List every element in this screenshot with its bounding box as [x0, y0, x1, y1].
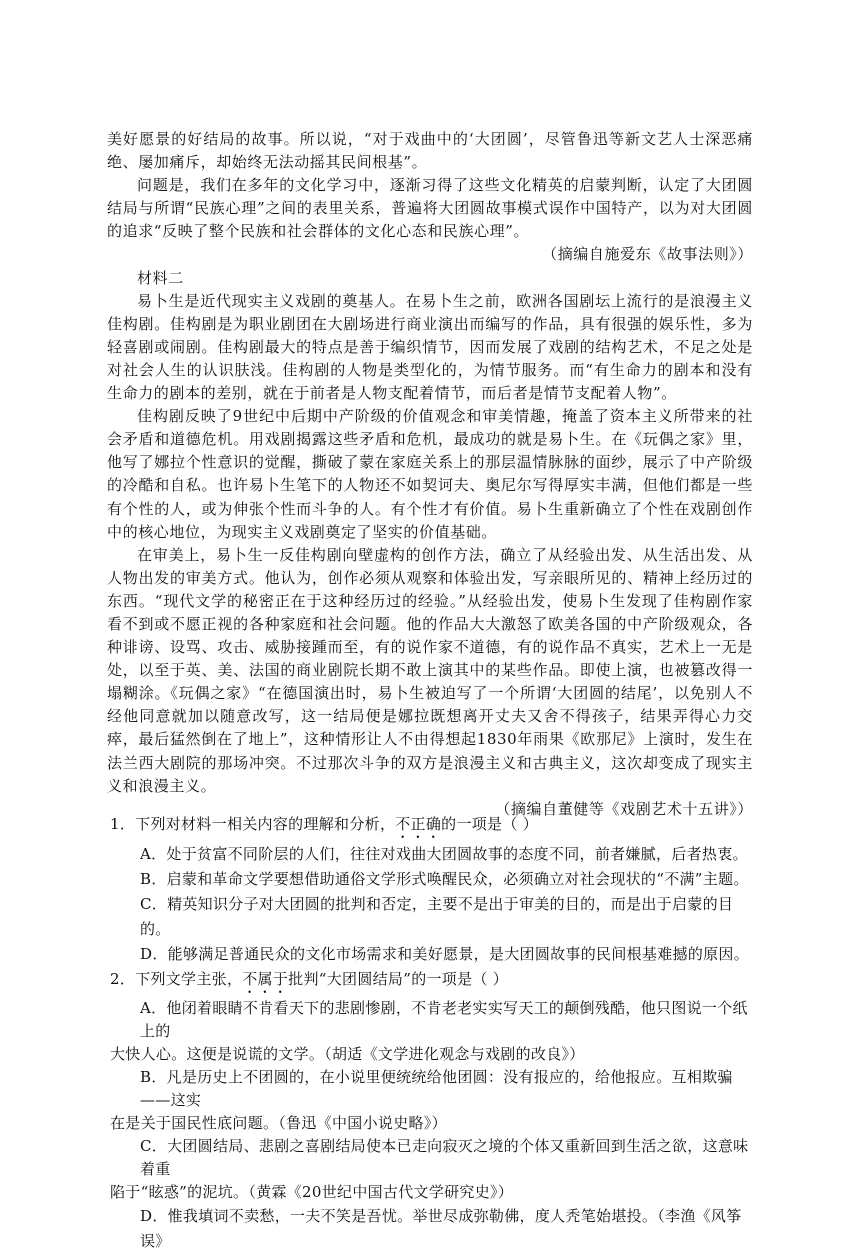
source-citation-1: （摘编自施爱东《故事法则》）: [542, 245, 753, 264]
question-2-emphasis: 不属于: [242, 970, 289, 988]
question-2-option-b-line-1: B．凡是历史上不团圆的，在小说里便统统给他团圆：没有报应的，给他报应。互相欺骗——这实: [140, 1068, 733, 1109]
source-citation-2: （摘编自董健等《戏剧艺术十五讲》）: [495, 799, 753, 818]
question-2-option-b: [110, 1066, 756, 1135]
passage-paragraph-5: 在审美上，易卜生一反佳构剧向壁虚构的创作方法，确立了从经验出发、从生活出发、从人物出发的审美方式。他认为，创作必须从观察和体验出发，写亲眼所见的、精神上经历过的东西。“现代文学的秘密正在于这种经历过的经验。”从经验出发，使易卜生发现了佳构剧作家看不到或不愿正视的各种家庭和社会问题。他的作品大大激怒了欧美各国的中产阶级观众，各种诽谤、设骂、攻击、威胁接踵而至，有的说作家不道德，有的说作品不真实，艺术上一无是处，以至于英、美、法国的商业剧院长期不敢上演其中的某些作品。即使上演，也被篡改得一塌糊涂。《玩偶之家》“在德国演出时，易卜生被迫写了一个所谓‘大团圆的结尾’，以免别人不经他同意就加以随意改写，这一结局便是娜拉既想离开丈夫又舍不得孩子，结果弄得心力交瘁，最后猛然倒在了地上”，这种情形让人不由得想起1830年雨果《欧那尼》上演时，发生在法兰西大剧院的那场冲突。不过那次斗争的双方是浪漫主义和古典主义，这次却变成了现实主义和浪漫主义。: [107, 545, 753, 795]
question-2-option-a-line-2: 大快人心。这便是说谎的文学。（胡适《文学进化观念与戏剧的改良》）: [110, 1045, 585, 1063]
question-1-stem: [110, 812, 756, 842]
questions: [110, 812, 756, 1254]
question-2-stem-end: 批判“大团圆结局”的一项是（ ）: [288, 970, 509, 988]
passage-paragraph-4: 佳构剧反映了9世纪中后期中产阶级的价值观念和审美情趣，掩盖了资本主义所带来的社会矛盾和道德危机。用戏剧揭露这些矛盾和危机，最成功的就是易卜生。在《玩偶之家》里，他写了娜拉个性意识的觉醒，撕破了蒙在家庭关系上的那层温情脉脉的面纱，展示了中产阶级的冷酷和自私。也许易卜生笔下的人物还不如契诃夫、奥尼尔写得厚实丰满，但他们都是一些有个性的人，或为伸张个性而斗争的人。有个性才有价值。易卜生重新确立了个性在戏剧创作中的核心地位，为现实主义戏剧奠定了坚实的价值基础。: [107, 407, 753, 541]
question-1-option-b: B．启蒙和革命文学要想借助通俗文学形式唤醒民众，必须确立对社会现状的“不满”主题。: [140, 870, 749, 888]
passage-paragraph-1: 美好愿景的好结局的故事。所以说，“对于戏曲中的‘大团圆’，尽管鲁迅等新文艺人士深恶痛绝、屡加痛斥，却始终无法动摇其民间根基”。: [107, 130, 753, 172]
question-1-option-d: D．能够满足普通民众的文化市场需求和美好愿景，是大团圆故事的民间根基难撼的原因。: [140, 945, 750, 963]
question-2-option-a-line-1: A．他闭着眼睛不肯看天下的悲剧惨剧，不肯老老实实写天工的颠倒残酷，他只图说一个纸上的: [140, 999, 748, 1040]
question-1-stem-text: 1．下列对材料一相关内容的理解和分析，: [110, 815, 396, 833]
material-heading: 材料二: [137, 268, 184, 287]
question-1-option-c: C．精英知识分子对大团圆的批判和否定，主要不是出于审美的目的，而是出于启蒙的目的。: [140, 895, 734, 938]
question-2-option-d: D．惟我填词不卖愁，一夫不笑是吾忧。举世尽成弥勒佛，度人秃笔始堪投。（李渔《风筝误》: [140, 1207, 742, 1250]
question-2-option-a: [110, 997, 756, 1066]
question-1-emphasis: 不正确: [395, 815, 442, 833]
question-2-stem-text: 2．下列文学主张，: [110, 970, 243, 988]
question-1-stem-end: 的一项是（ ）: [441, 815, 539, 833]
question-2-option-c-line-1: C．大团圆结局、悲剧之喜剧结局使本已走向寂灭之境的个体又重新回到生活之欲，这意味着重: [140, 1137, 749, 1178]
passage-paragraph-2: 问题是，我们在多年的文化学习中，逐渐习得了这些文化精英的启蒙判断，认定了大团圆结局与所谓“民族心理”之间的表里关系，普遍将大团圆故事模式误作中国特产，以为对大团圆的追求“反映了整个民族和社会群体的文化心态和民族心理”。: [107, 176, 753, 241]
question-1-option-a: A．处于贫富不同阶层的人们，往往对戏曲大团圆故事的态度不同，前者嫌腻，后者热衷。: [140, 845, 748, 863]
reading-passage: [107, 128, 753, 821]
passage-paragraph-3: 易卜生是近代现实主义戏剧的奠基人。在易卜生之前，欧洲各国剧坛上流行的是浪漫主义佳构剧。佳构剧是为职业剧团在大剧场进行商业演出而编写的作品，具有很强的娱乐性，多为轻喜剧或闹剧。佳构剧最大的特点是善于编织情节，因而发展了戏剧的结构艺术，不足之处是对社会人生的认识肤浅。佳构剧的人物是类型化的，为情节服务。而“有生命力的剧本和没有生命力的剧本的差别，就在于前者是人物支配着情节，而后者是情节支配着人物”。: [107, 291, 753, 403]
question-2-option-c: [110, 1135, 756, 1204]
question-2-stem: [110, 967, 756, 997]
question-2-option-c-line-2: 陷于“眩惑”的泥坑。（黄霖《20世纪中国古代文学研究史》）: [110, 1183, 514, 1201]
question-2-option-b-line-2: 在是关于国民性底问题。（鲁迅《中国小说史略》）: [110, 1114, 447, 1132]
